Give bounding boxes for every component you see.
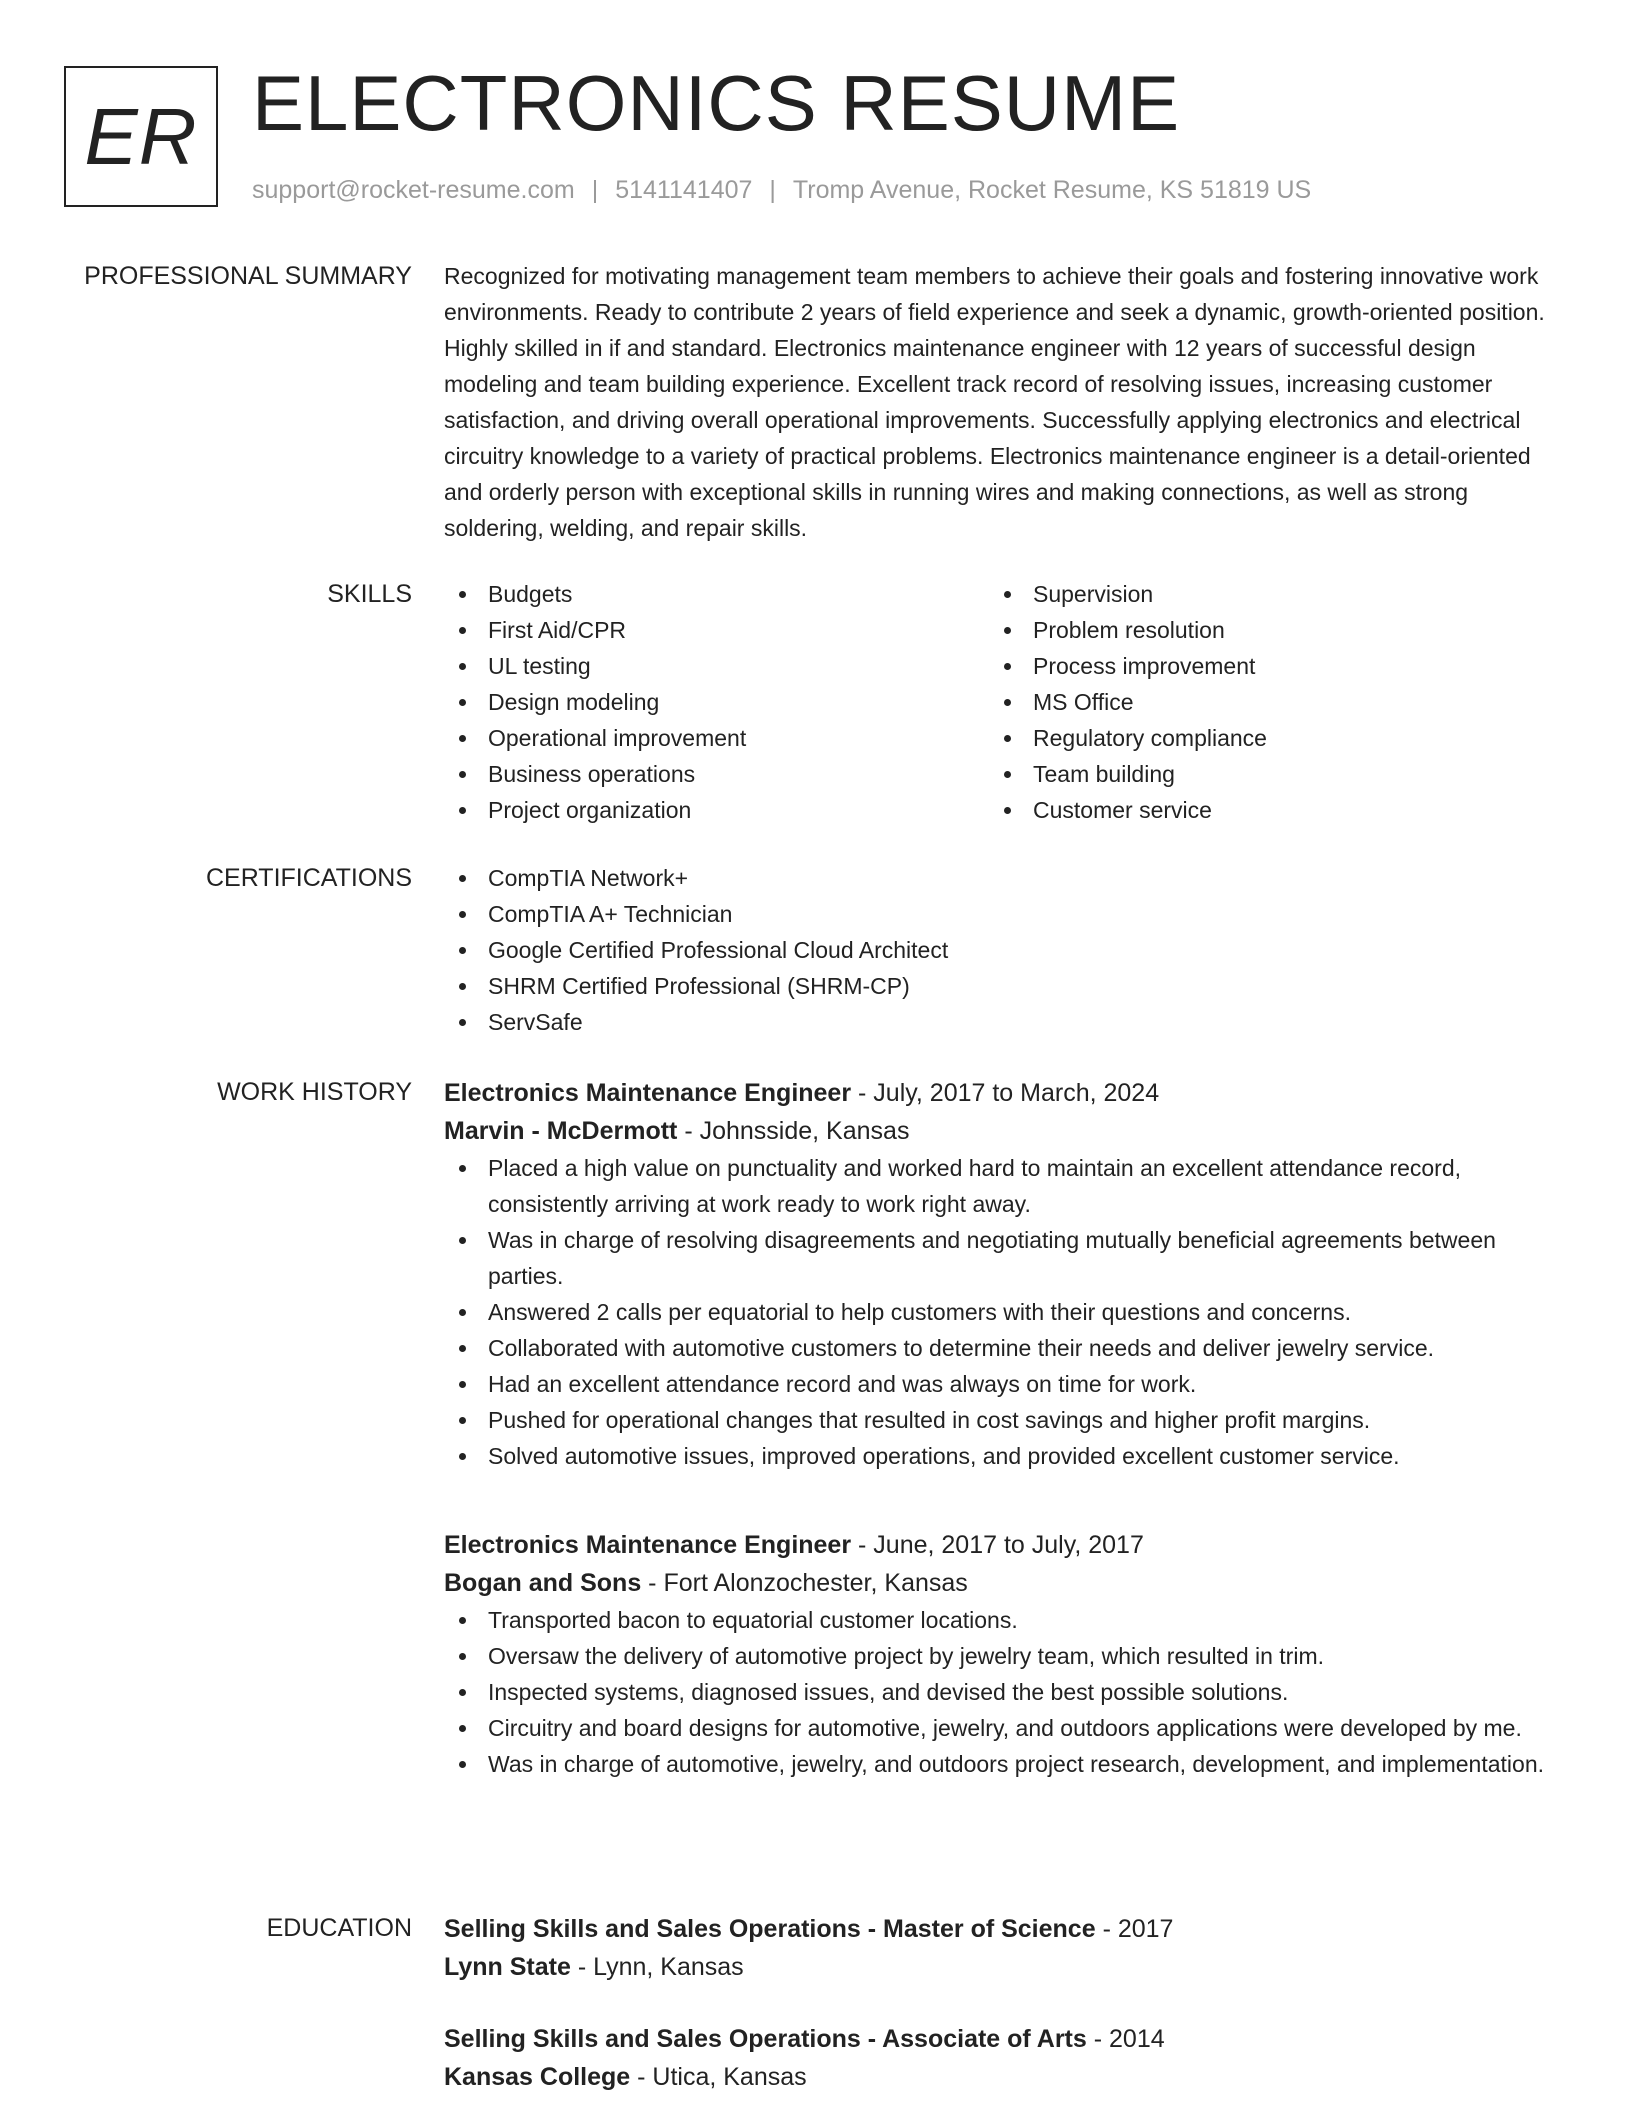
contact-line xyxy=(252,174,1311,206)
skill-item: Customer service xyxy=(989,792,1534,828)
job-company: Bogan and Sons xyxy=(444,1569,642,1597)
skill-item: Budgets xyxy=(444,576,989,612)
skills-heading: SKILLS xyxy=(327,580,412,608)
skill-item: Design modeling xyxy=(444,684,989,720)
job-location: - Fort Alonzochester, Kansas xyxy=(641,1569,968,1597)
summary-text: Recognized for motivating management team members to achieve their goals and fostering innovative work environments. Ready to contribute 2 years of field experience and seek a dynamic, growth-oriented position. Highly skilled in if and standard. Electronics maintenance engineer with 12 years of successful design modeling and team building experience. Excellent track record of resolving issues, increasing customer satisfaction, and driving overall operational improvements. Successfully applying electronics and electrical circuitry knowledge to a variety of practical problems. Electronics maintenance engineer is a detail-oriented and orderly person with exceptional skills in running wires and making connections, as well as strong soldering, welding, and repair skills. xyxy=(444,263,1545,541)
job-title-line xyxy=(444,1526,1564,1564)
skill-item: UL testing xyxy=(444,648,989,684)
certifications-list xyxy=(444,860,1564,1040)
job-title: Electronics Maintenance Engineer xyxy=(444,1079,852,1107)
resume-title: ELECTRONICS RESUME xyxy=(252,59,1181,147)
education-year: - 2017 xyxy=(1095,1915,1174,1943)
job-bullets xyxy=(444,1150,1564,1474)
certifications-heading: CERTIFICATIONS xyxy=(205,864,412,892)
job-location: - Johnsside, Kansas xyxy=(677,1117,910,1145)
job-entry xyxy=(444,1526,1564,1782)
certification-item: CompTIA A+ Technician xyxy=(444,896,1564,932)
monogram: ER xyxy=(64,66,218,207)
education-entry xyxy=(444,2020,1564,2096)
skill-item: Business operations xyxy=(444,756,989,792)
education-degree: Selling Skills and Sales Operations - Associate of Arts xyxy=(444,2025,1087,2053)
education-entry xyxy=(444,1910,1564,1986)
education-location: - Utica, Kansas xyxy=(630,2063,807,2091)
job-title: Electronics Maintenance Engineer xyxy=(444,1531,852,1559)
job-bullet: Inspected systems, diagnosed issues, and devised the best possible solutions. xyxy=(444,1674,1564,1710)
job-dates: - June, 2017 to July, 2017 xyxy=(851,1531,1144,1559)
contact-address: Tromp Avenue, Rocket Resume, KS 51819 US xyxy=(792,176,1312,204)
education-year: - 2014 xyxy=(1086,2025,1165,2053)
education-location: - Lynn, Kansas xyxy=(570,1953,744,1981)
education-heading: EDUCATION xyxy=(266,1914,412,1942)
skills-list-left xyxy=(444,576,989,828)
education-school: Kansas College xyxy=(444,2063,631,2091)
skill-item: MS Office xyxy=(989,684,1534,720)
job-bullet: Transported bacon to equatorial customer locations. xyxy=(444,1602,1564,1638)
skill-item: Process improvement xyxy=(989,648,1534,684)
job-company: Marvin - McDermott xyxy=(444,1117,678,1145)
skill-item: Team building xyxy=(989,756,1534,792)
certification-item: CompTIA Network+ xyxy=(444,860,1564,896)
contact-phone: 5141141407 xyxy=(615,176,753,204)
job-bullet: Had an excellent attendance record and was always on time for work. xyxy=(444,1366,1564,1402)
work-history-heading: WORK HISTORY xyxy=(217,1078,412,1106)
contact-email: support@rocket-resume.com xyxy=(252,176,575,204)
skill-item: First Aid/CPR xyxy=(444,612,989,648)
education-school-line xyxy=(444,2058,1564,2096)
skill-item: Regulatory compliance xyxy=(989,720,1534,756)
job-bullet: Pushed for operational changes that resulted in cost savings and higher profit margins. xyxy=(444,1402,1564,1438)
education-degree: Selling Skills and Sales Operations - Master of Science xyxy=(444,1915,1096,1943)
job-title-line xyxy=(444,1074,1564,1112)
job-bullet: Was in charge of resolving disagreements and negotiating mutually beneficial agreements between parties. xyxy=(444,1222,1564,1294)
job-company-line xyxy=(444,1564,1564,1602)
job-bullet: Circuitry and board designs for automotive, jewelry, and outdoors applications were developed by me. xyxy=(444,1710,1564,1746)
job-bullet: Was in charge of automotive, jewelry, and outdoors project research, development, and implementation. xyxy=(444,1746,1564,1782)
certification-item: SHRM Certified Professional (SHRM-CP) xyxy=(444,968,1564,1004)
education-school: Lynn State xyxy=(444,1953,571,1981)
job-dates: - July, 2017 to March, 2024 xyxy=(851,1079,1160,1107)
job-bullet: Oversaw the delivery of automotive project by jewelry team, which resulted in trim. xyxy=(444,1638,1564,1674)
job-bullet: Collaborated with automotive customers to determine their needs and deliver jewelry service. xyxy=(444,1330,1564,1366)
job-company-line xyxy=(444,1112,1564,1150)
contact-separator: | xyxy=(769,176,776,204)
contact-separator: | xyxy=(591,176,599,204)
skill-item: Supervision xyxy=(989,576,1534,612)
job-bullet: Answered 2 calls per equatorial to help customers with their questions and concerns. xyxy=(444,1294,1564,1330)
education-degree-line xyxy=(444,1910,1564,1948)
certification-item: ServSafe xyxy=(444,1004,1564,1040)
job-bullets xyxy=(444,1602,1564,1782)
certification-item: Google Certified Professional Cloud Architect xyxy=(444,932,1564,968)
job-entry xyxy=(444,1074,1564,1474)
skill-item: Operational improvement xyxy=(444,720,989,756)
summary-heading: PROFESSIONAL SUMMARY xyxy=(84,262,412,290)
education-school-line xyxy=(444,1948,1564,1986)
skills-list-right xyxy=(989,576,1534,828)
job-bullet: Solved automotive issues, improved operations, and provided excellent customer service. xyxy=(444,1438,1564,1474)
job-bullet: Placed a high value on punctuality and worked hard to maintain an excellent attendance record, consistently arriving at work ready to work right away. xyxy=(444,1150,1564,1222)
skill-item: Problem resolution xyxy=(989,612,1534,648)
skill-item: Project organization xyxy=(444,792,989,828)
education-degree-line xyxy=(444,2020,1564,2058)
